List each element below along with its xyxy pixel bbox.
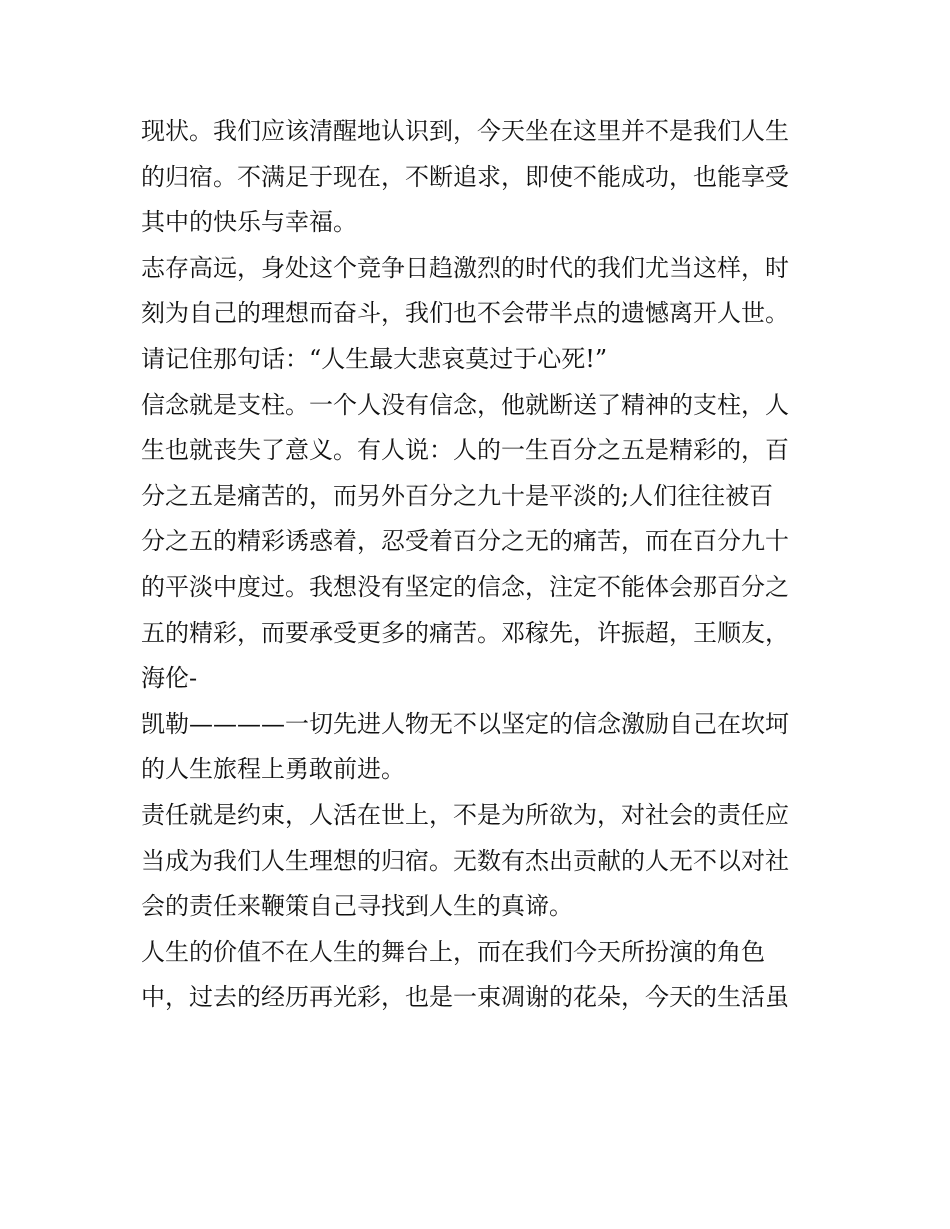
text-line: 其中的快乐与幸福。 bbox=[141, 208, 357, 237]
text-line: 刻为自己的理想而奋斗，我们也不会带半点的遗憾离开人世。 bbox=[141, 299, 789, 328]
text-line: 信念就是支柱。一个人没有信念，他就断送了精神的支柱，人 bbox=[141, 390, 789, 419]
text-line: 分之五的精彩诱惑着，忍受着百分之无的痛苦，而在百分九十 bbox=[141, 527, 789, 556]
text-line: 生也就丧失了意义。有人说：人的一生百分之五是精彩的，百 bbox=[141, 436, 789, 465]
text-line: 会的责任来鞭策自己寻找到人生的真谛。 bbox=[141, 892, 573, 921]
text-line: 责任就是约束，人活在世上，不是为所欲为，对社会的责任应 bbox=[141, 800, 789, 829]
text-line: 的归宿。不满足于现在，不断追求，即使不能成功，也能享受 bbox=[141, 162, 789, 191]
text-line: 志存高远，身处这个竞争日趋激烈的时代的我们尤当这样，时 bbox=[141, 253, 789, 282]
text-line: 现状。我们应该清醒地认识到，今天坐在这里并不是我们人生 bbox=[141, 117, 789, 145]
text-line: 的人生旅程上勇敢前进。 bbox=[141, 755, 405, 784]
text-line: 五的精彩，而要承受更多的痛苦。邓稼先，许振超，王顺友， bbox=[141, 618, 789, 647]
text-line: 人生的价值不在人生的舞台上，而在我们今天所扮演的角色 bbox=[141, 937, 765, 966]
text-line: 请记住那句话：“人生最大悲哀莫过于心死!” bbox=[141, 344, 608, 373]
document-body bbox=[141, 109, 821, 1021]
text-line: 凯勒————一切先进人物无不以坚定的信念激励自己在坎坷 bbox=[141, 709, 789, 738]
text-line: 当成为我们人生理想的归宿。无数有杰出贡献的人无不以对社 bbox=[141, 846, 789, 875]
text-line: 海伦- bbox=[141, 664, 198, 693]
text-line: 中，过去的经历再光彩，也是一束凋谢的花朵，今天的生活虽 bbox=[141, 983, 789, 1012]
text-line: 的平淡中度过。我想没有坚定的信念，注定不能体会那百分之 bbox=[141, 572, 789, 601]
text-line: 分之五是痛苦的，而另外百分之九十是平淡的;人们往往被百 bbox=[141, 481, 774, 510]
